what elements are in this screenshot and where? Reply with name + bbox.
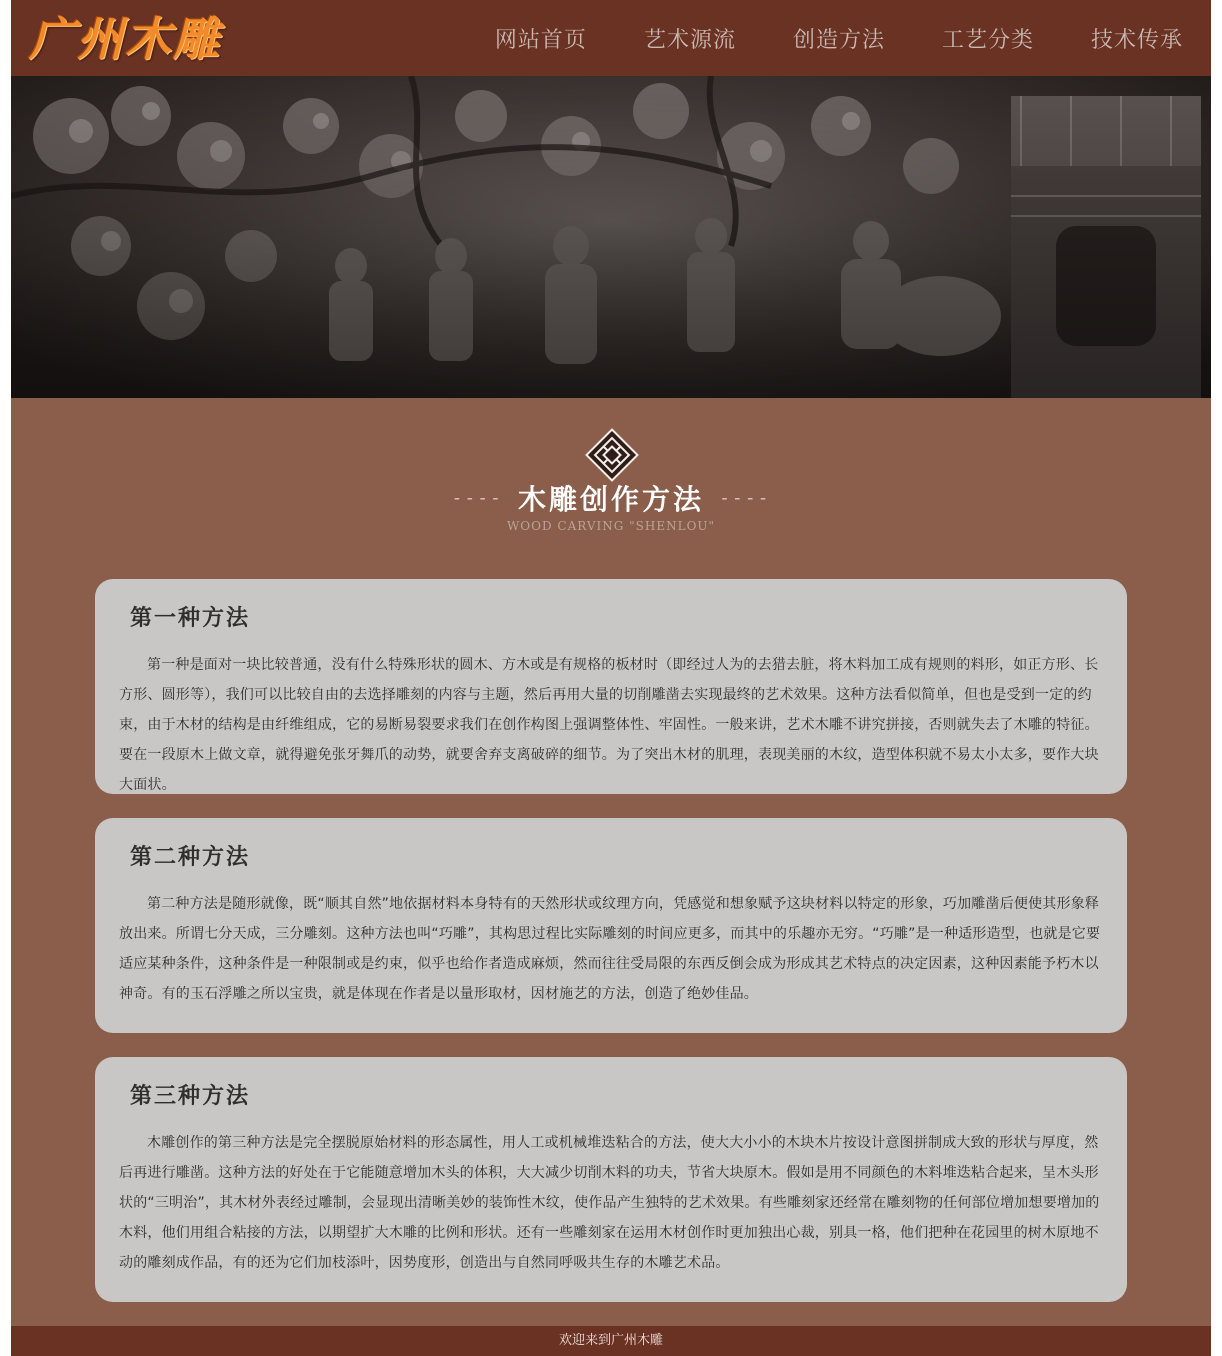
site-logo[interactable] <box>29 6 221 66</box>
method-text: 木雕创作的第三种方法是完全摆脱原始材料的形态属性，用人工或机械堆迭粘合的方法，使大大小小的木块木片按设计意图拼制成大致的形状与厚度，然后再进行雕凿。这种方法的好处在于它能随意增加木头的体积，大大减少切削木料的功夫，节省大块原木。假如是用不同颜色的木料堆迭粘合起来，呈木头形状的“三明治”，其木材外表经过雕制，会显现出清晰美妙的装饰性木纹，使作品产生独特的艺术效果。有些雕刻家还经常在雕刻物的任何部位增加想要增加的木料，他们用组合粘接的方法，以期望扩大木雕的比例和形状。还有一些雕刻家在运用木材创作时更加独出心裁，别具一格，他们把种在花园里的树木原地不动的雕刻成作品，有的还为它们加枝添叶，因势度形，创造出与自然同呼吸共生存的木雕艺术品。 <box>119 1135 1100 1271</box>
hero-banner <box>11 76 1211 398</box>
section-title <box>11 478 1211 518</box>
title-text: 木雕创作方法 <box>517 483 704 516</box>
nav-art-origin[interactable]: 艺术源流 <box>643 27 736 53</box>
carved-wood-relief-image <box>11 76 1211 398</box>
logo-text: 广州木雕 <box>29 12 221 66</box>
nav-home[interactable]: 网站首页 <box>494 27 587 53</box>
section-subtitle: WOOD CARVING "SHENLOU" <box>506 519 716 533</box>
nav-skill-heritage[interactable]: 技术传承 <box>1090 27 1183 53</box>
site-header <box>11 0 1211 76</box>
nav-creation-method[interactable]: 创造方法 <box>792 27 885 53</box>
title-dash-left: ---- <box>451 487 503 509</box>
site-footer <box>11 1326 1211 1356</box>
footer-text: 欢迎来到广州木雕 <box>558 1333 663 1348</box>
knot-emblem-icon <box>585 428 639 482</box>
method-title: 第二种方法 <box>130 844 251 870</box>
nav-craft-category[interactable]: 工艺分类 <box>941 27 1034 53</box>
method-card-3 <box>95 1057 1127 1302</box>
method-title: 第三种方法 <box>130 1083 251 1109</box>
method-card-2 <box>95 818 1127 1033</box>
method-text: 第二种方法是随形就像，既“顺其自然”地依据材料本身特有的天然形状或纹理方向，凭感觉和想象赋予这块材料以特定的形象，巧加雕凿后便使其形象释放出来。所谓七分天成，三分雕刻。这种方法也叫“巧雕”，其构思过程比实际雕刻的时间应更多，而其中的乐趣亦无穷。“巧雕”是一种适形造型，也就是它要适应某种条件，这种条件是一种限制或是约束，似乎也给作者造成麻烦，然而往往受局限的东西反倒会成为形成其艺术特点的决定因素，这种因素能予朽木以神奇。有的玉石浮雕之所以宝贵，就是体现在作者是以量形取材，因材施艺的方法，创造了绝妙佳品。 <box>119 896 1101 1002</box>
method-card-1 <box>95 579 1127 794</box>
method-text: 第一种是面对一块比较普通，没有什么特殊形状的圆木、方木或是有规格的板材时（即经过人为的去猎去脏，将木料加工成有规则的料形，如正方形、长方形、圆形等），我们可以比较自由的去选择雕刻的内容与主题，然后再用大量的切削雕凿去实现最终的艺术效果。这种方法看似简单，但也是受到一定的约束，由于木材的结构是由纤维组成，它的易断易裂要求我们在创作构图上强调整体性、牢固性。一般来讲，艺术木雕不讲究拼接，否则就失去了木雕的特征。要在一段原木上做文章，就得避免张牙舞爪的动势，就要舍弃支离破碎的细节。为了突出木材的肌理，表现美丽的木纹，造型体积就不易太小太多，要作大块大面状。 <box>119 657 1099 793</box>
page <box>11 0 1211 1356</box>
main-nav <box>495 0 1183 76</box>
method-title: 第一种方法 <box>130 605 251 631</box>
title-dash-right: ---- <box>719 487 771 509</box>
